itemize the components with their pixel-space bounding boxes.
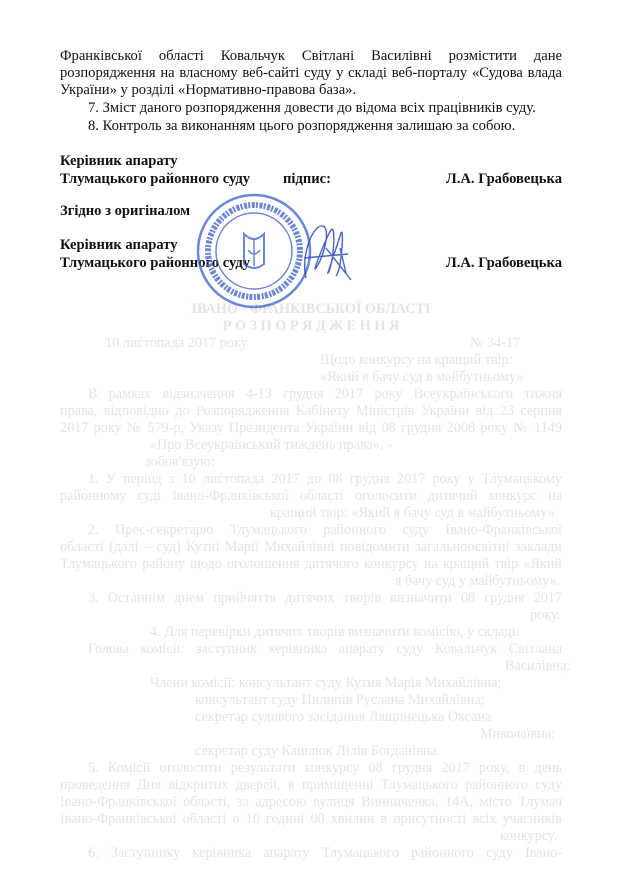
ghost-line: консультант суду Пилипів Руслана Михайлівна; [195, 692, 485, 708]
signer-position: Керівник апарату [60, 153, 178, 169]
ghost-line: Івано-Франківської області о 10 годині 00 хвилин в присутності всіх учасників [60, 811, 562, 827]
ghost-line: року. [530, 607, 561, 623]
ghost-line: Голова комісії: заступник керівника апарату суду Ковальчук Світлана [88, 641, 562, 657]
ghost-line: Василівна; [505, 658, 571, 674]
ghost-line: секретар судового засідання Лящинецька Оксана [195, 709, 492, 725]
ghost-line: В рамках відзначення 4-13 грудня 2017 року Всеукраїнського тижня [88, 386, 562, 402]
ghost-line: Члени комісії: консультант суду Кутия Марія Михайлівна; [150, 675, 502, 691]
certifier-position: Керівник апарату [60, 237, 178, 253]
ghost-line: Щодо конкурсу на кращий твір: [320, 352, 513, 368]
ghost-line: районному суді Івано-Франківської області оголосити дитячий конкурс на [60, 488, 562, 504]
ghost-line: зобов'язую: [145, 454, 215, 470]
body-line: України» у розділі «Нормативно-правова база». [60, 82, 357, 98]
certifier-name: Л.А. Грабовецька [445, 255, 562, 271]
ghost-line: «Який я бачу суд в майбутньому» [320, 369, 524, 385]
ghost-line: секретар суду Кашлюк Лілія Богданівна. [195, 743, 441, 759]
ghost-line: 3. Останнім днем прийняття дитячих творів визначити 08 грудня 2017 [88, 590, 562, 606]
ghost-line: кращий твір: «Який я бачу суд в майбутньому». [270, 505, 559, 521]
ghost-number: № 34-17 [470, 335, 521, 351]
ghost-line: 6. Заступнику керівника апарату Тлумацького районного суду Івано- [88, 845, 562, 861]
ghost-line: «Про Всеукраїнський тиждень права», - [150, 437, 392, 453]
ghost-title: Р О З П О Р Я Д Ж Е Н Н Я [222, 318, 400, 334]
ghost-line: Миколаївна; [480, 726, 556, 742]
ghost-line: права, відповідно до Розпорядження Кабінету Міністрів України від 23 серпня [60, 403, 562, 419]
signer-name: Л.А. Грабовецька [445, 171, 562, 187]
body-line: розпорядження на власному веб-сайті суду у складі веб-порталу «Судова влада [60, 65, 562, 81]
ghost-line: 2. Прес-секретарю Тлумацького районного суду Івано-Франківської [88, 522, 562, 538]
ghost-line: Тлумацького району щодо оголошення дитячого конкурсу на кращий твір «Який [60, 556, 562, 572]
ghost-date: 10 листопада 2017 року [105, 335, 248, 351]
certification-label: Згідно з оригіналом [60, 203, 191, 219]
signature-label: підпис: [283, 171, 331, 187]
signer-court: Тлумацького районного суду [60, 171, 251, 187]
ghost-line: 2017 року № 579-р, Указу Президента України від 08 грудня 2008 року № 1149 [60, 420, 562, 436]
handwritten-signature-icon [296, 218, 356, 288]
body-line: Франківської області Ковальчук Світлані Василівні розмістити дане [60, 48, 562, 64]
ghost-line: Івано-Франківської області, за адресою вулиця Винниченка, 14А, місто Тлумач [60, 794, 562, 810]
ghost-line: області (далі – суд) Кутиї Марії Михайлівні повідомити загальноосвітні заклади [60, 539, 562, 555]
ghost-line: проведення Дня відкритих дверей, в приміщенні Тлумацького районного суду [60, 777, 562, 793]
ghost-line: 5. Комісії оголосити результати конкурсу 08 грудня 2017 року, в день [88, 760, 562, 776]
ghost-line: я бачу суд у майбутньому». [395, 573, 561, 589]
item-8: 8. Контроль за виконанням цього розпорядження залишаю за собою. [88, 118, 516, 134]
ghost-line: 4. Для перевірки дитячих творів визначити комісію, у складі: [150, 624, 520, 640]
ghost-line: конкурсу. [500, 828, 558, 844]
certifier-court: Тлумацького районного суду [60, 255, 251, 271]
ghost-header: ІВАНО - ФРАНКІВСЬКОЇ ОБЛАСТІ [191, 301, 431, 317]
item-7: 7. Зміст даного розпорядження довести до відома всіх працівників суду. [88, 100, 536, 116]
ghost-line: 1. У період з 10 листопада 2017 до 08 грудня 2017 року у Тлумацькому [88, 471, 562, 487]
